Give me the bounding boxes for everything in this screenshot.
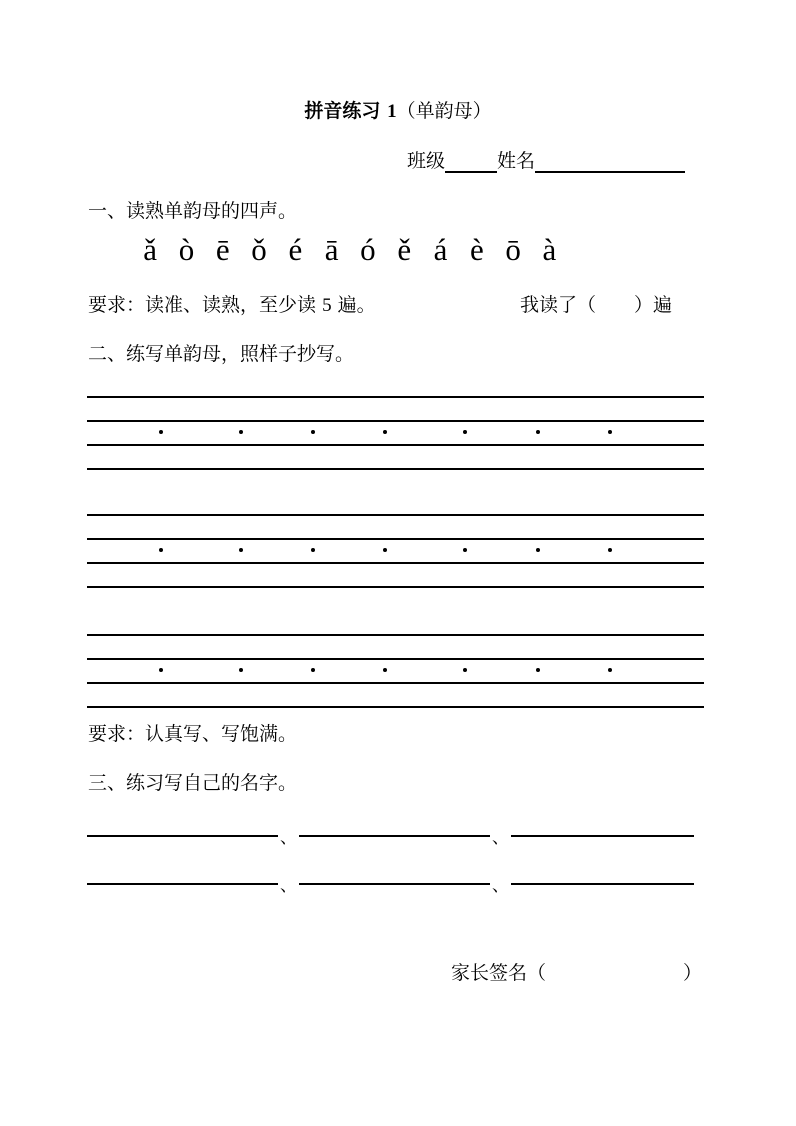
writing-guide-line xyxy=(87,586,704,588)
pinyin-row xyxy=(132,232,568,268)
guide-dot xyxy=(536,430,540,434)
name-label: 姓名 xyxy=(497,150,536,172)
pinyin-item: ō xyxy=(505,232,521,267)
guide-dot xyxy=(159,548,163,552)
name-writing-line[interactable] xyxy=(299,835,490,837)
requirement-suffix: 遍。 xyxy=(337,294,376,316)
name-separator: 、 xyxy=(492,828,509,848)
requirement-number: 5 xyxy=(322,295,332,316)
name-writing-line[interactable] xyxy=(87,883,278,885)
pinyin-item: ē xyxy=(215,232,230,267)
guide-dot xyxy=(159,668,163,672)
guide-dot xyxy=(239,430,243,434)
writing-guide-line xyxy=(87,634,704,636)
guide-dot xyxy=(383,430,387,434)
pinyin-item: ā xyxy=(324,232,339,267)
guide-dot xyxy=(311,430,315,434)
guide-dot xyxy=(383,548,387,552)
parent-signature-label: 家长签名（ xyxy=(451,962,547,984)
name-blank[interactable] xyxy=(535,151,685,173)
guide-dot xyxy=(608,548,612,552)
name-writing-line[interactable] xyxy=(511,835,694,837)
name-separator: 、 xyxy=(280,828,297,848)
pinyin-item: è xyxy=(469,232,484,267)
name-writing-line[interactable] xyxy=(87,835,278,837)
guide-dot xyxy=(239,668,243,672)
section2-heading: 二、练写单韵母，照样子抄写。 xyxy=(88,343,355,365)
pinyin-item: à xyxy=(542,232,557,267)
writing-guide-line xyxy=(87,514,704,516)
class-label: 班级 xyxy=(407,150,446,172)
name-separator: 、 xyxy=(280,876,297,896)
guide-dot xyxy=(383,668,387,672)
parent-signature-close: ） xyxy=(683,962,703,984)
pinyin-item: ě xyxy=(397,232,412,267)
guide-dot xyxy=(536,548,540,552)
title-number: 1 xyxy=(387,101,397,122)
writing-guide-line xyxy=(87,396,704,398)
read-count: 我读了（ ）遍 xyxy=(520,294,673,316)
guide-dot xyxy=(311,668,315,672)
guide-dot xyxy=(608,668,612,672)
pinyin-item: ǎ xyxy=(143,232,158,267)
pinyin-item: ǒ xyxy=(251,232,267,267)
writing-guide-line xyxy=(87,538,704,540)
writing-guide-line xyxy=(87,682,704,684)
guide-dot xyxy=(463,668,467,672)
writing-guide-line xyxy=(87,444,704,446)
section1-requirement xyxy=(88,290,376,317)
pinyin-item: ó xyxy=(360,232,376,267)
guide-dot xyxy=(239,548,243,552)
guide-dot xyxy=(463,430,467,434)
title-paren: （单韵母） xyxy=(396,100,492,122)
section2-requirement: 要求：认真写、写饱满。 xyxy=(88,723,298,745)
writing-guide-line xyxy=(87,468,704,470)
pinyin-item: á xyxy=(433,232,448,267)
guide-dot xyxy=(311,548,315,552)
writing-guide-line xyxy=(87,420,704,422)
pinyin-item: é xyxy=(288,232,303,267)
section3-heading: 三、练习写自己的名字。 xyxy=(88,772,298,794)
guide-dot xyxy=(159,430,163,434)
requirement-prefix: 要求：读准、读熟，至少读 xyxy=(88,294,317,316)
class-name-row xyxy=(407,146,685,173)
name-writing-line[interactable] xyxy=(511,883,694,885)
writing-guide-line xyxy=(87,658,704,660)
title-main: 拼音练习 xyxy=(304,100,381,122)
class-blank[interactable] xyxy=(445,151,497,173)
name-separator: 、 xyxy=(492,876,509,896)
writing-guide-line xyxy=(87,706,704,708)
page-title xyxy=(0,96,796,123)
pinyin-item: ò xyxy=(178,232,195,267)
writing-guide-line xyxy=(87,562,704,564)
guide-dot xyxy=(463,548,467,552)
guide-dot xyxy=(536,668,540,672)
name-writing-line[interactable] xyxy=(299,883,490,885)
section1-heading: 一、读熟单韵母的四声。 xyxy=(88,200,298,222)
guide-dot xyxy=(608,430,612,434)
